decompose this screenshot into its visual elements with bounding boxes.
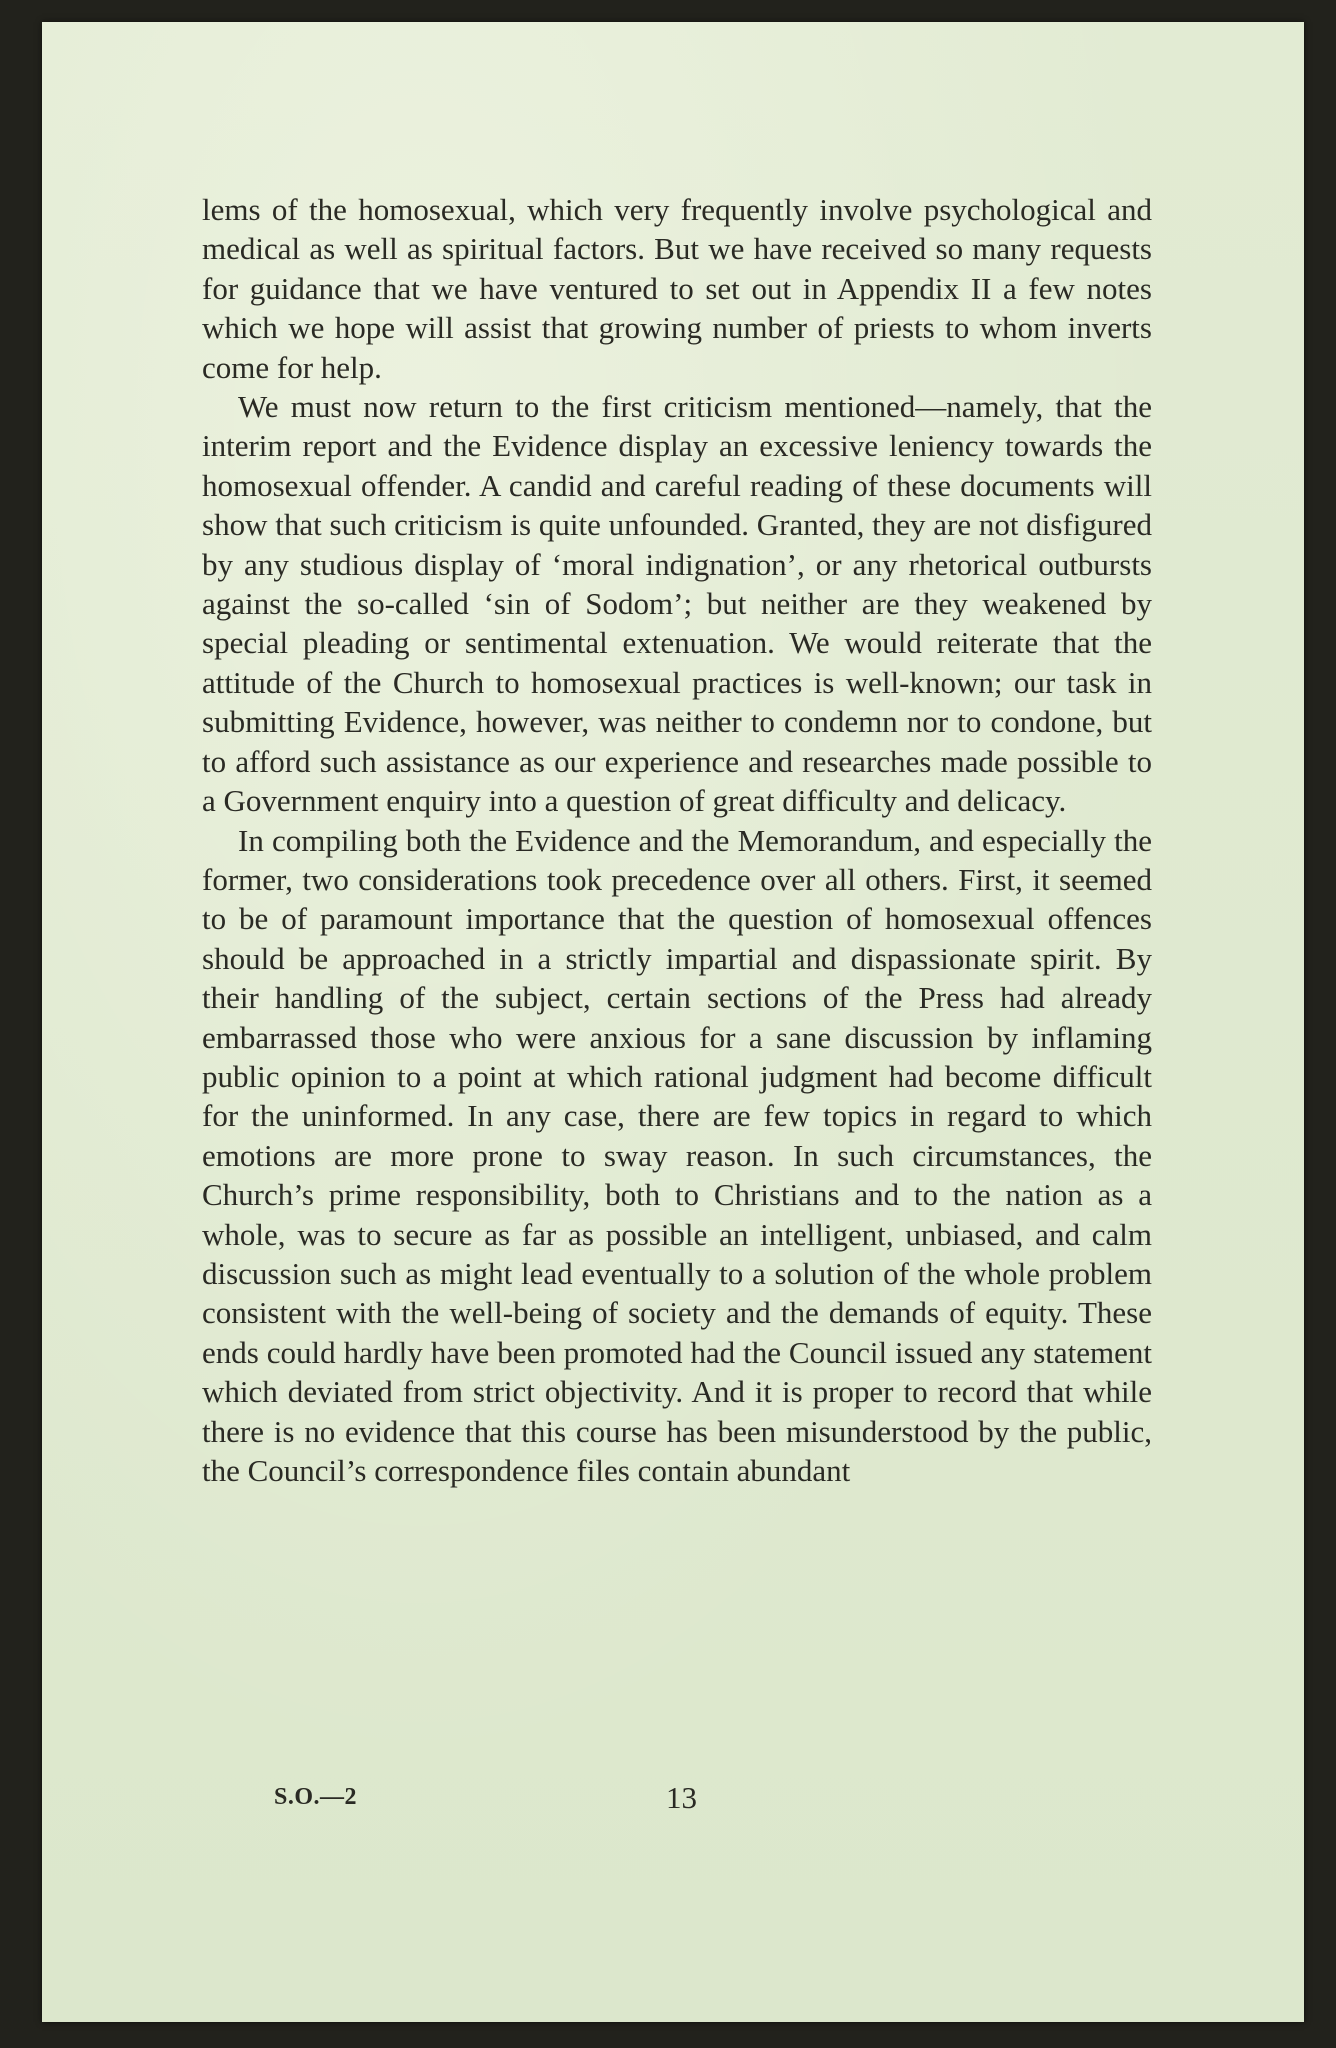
body-text — [202, 190, 1152, 1490]
paragraph-considerations: In compiling both the Evidence and the Memorandum, and especially the former, two considerations took precedence over all others. First, it seemed to be of paramount importance that the question of homosexual offences should be approached in a strictly impartial and dispassionate spirit. By their handling of the subject, certain sections of the Press had already embarrassed those who were anxious for a sane discussion by inflaming public opinion to a point at which rational judgment had become difficult for the uninformed. In any case, there are few topics in regard to which emotions are more prone to sway reason. In such circumstances, the Church’s prime responsibility, both to Christians and to the nation as a whole, was to secure as far as possible an intelligent, unbiased, and calm discussion such as might lead eventually to a solution of the whole problem consistent with the well-being of society and the demands of equity. These ends could hardly have been promoted had the Council issued any statement which deviated from strict objectivity. And it is proper to record that while there is no evidence that this course has been misunderstood by the public, the Council’s correspondence files contain abundant — [202, 822, 1152, 1488]
page-number: 13 — [666, 1780, 697, 1815]
signature-mark: S.O.—2 — [274, 1784, 358, 1810]
page-footer — [202, 1780, 1152, 1820]
document-page — [42, 22, 1304, 2022]
paragraph-criticism: We must now return to the first criticism mentioned—namely, that the interim report and the Evidence display an excessive leniency towards the homosexual offender. A candid and careful reading of these documents will show that such criticism is quite unfounded. Granted, they are not disfigured by any studious display of ‘moral indignation’, or any rhetorical outbursts against the so-called ‘sin of Sodom’; but neither are they weakened by special pleading or sentimental extenuation. We would reiterate that the attitude of the Church to homosexual practices is well-known; our task in submitting Evidence, however, was neither to condemn nor to condone, but to afford such assistance as our experience and researches made possible to a Government enquiry into a question of great difficulty and delicacy. — [202, 389, 1152, 819]
paragraph-continuation: lems of the homosexual, which very frequently involve psychological and medical as well as spiritual factors. But we have received so many requests for guidance that we have ventured to set out in Appendix II a few notes which we hope will assist that growing number of priests to whom inverts come for help. — [202, 192, 1152, 385]
